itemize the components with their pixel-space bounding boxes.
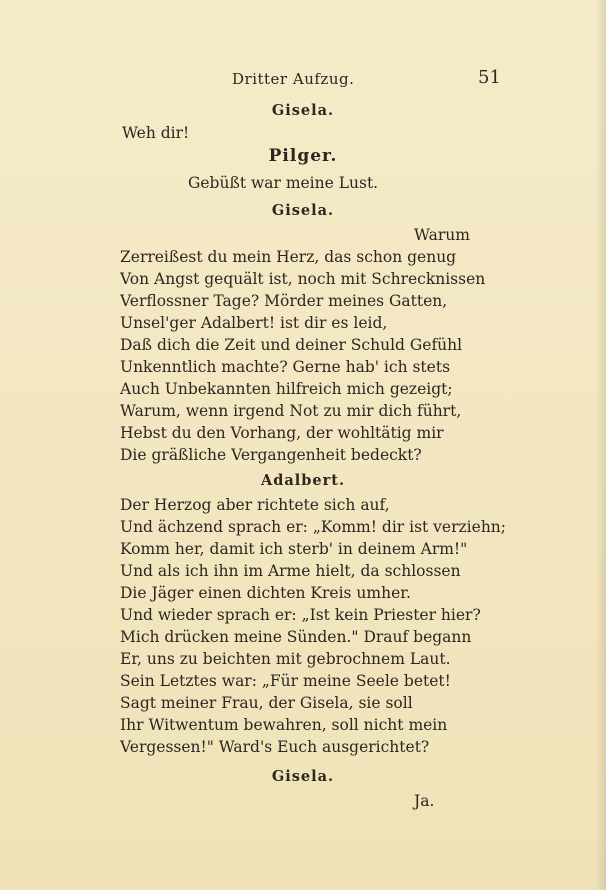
verse-line: Hebst du den Vorhang, der wohltätig mir (120, 424, 444, 442)
speaker-name: Pilger. (268, 146, 338, 166)
verse-line: Von Angst gequält ist, noch mit Schrecknissen (120, 270, 486, 288)
verse-line: Der Herzog aber richtete sich auf, (120, 496, 390, 514)
verse-line: Auch Unbekannten hilfreich mich gezeigt; (120, 380, 453, 398)
verse-line: Ihr Witwentum bewahren, soll nicht mein (120, 716, 448, 734)
page-edge-shadow (596, 0, 606, 890)
verse-line: Sein Letztes war: „Für meine Seele betet! (120, 672, 451, 690)
verse-line: Die gräßliche Vergangenheit bedeckt? (120, 446, 422, 464)
verse-line: Warum (414, 226, 470, 244)
verse-line: Unkenntlich machte? Gerne hab' ich stets (120, 358, 451, 376)
verse-line: Unsel'ger Adalbert! ist dir es leid, (120, 314, 388, 332)
verse-line: Daß dich die Zeit und deiner Schuld Gefühl (120, 336, 463, 354)
page-number: 51 (478, 67, 501, 88)
verse-line: Verflossner Tage? Mörder meines Gatten, (120, 292, 448, 310)
verse-line: Sagt meiner Frau, der Gisela, sie soll (120, 694, 413, 712)
running-head: Dritter Aufzug. (232, 70, 355, 88)
verse-line: Mich drücken meine Sünden." Drauf begann (120, 628, 472, 646)
page-header (0, 67, 606, 94)
verse-line: Und als ich ihn im Arme hielt, da schlossen (120, 562, 461, 580)
speaker-name: Adalbert. (260, 472, 346, 489)
speaker-name: Gisela. (271, 768, 335, 785)
verse-line: Ja. (414, 792, 435, 810)
verse-line: Die Jäger einen dichten Kreis umher. (120, 584, 411, 602)
verse-line: Weh dir! (122, 124, 190, 142)
verse-line: Vergessen!" Ward's Euch ausgerichtet? (120, 738, 430, 756)
verse-line: Und wieder sprach er: „Ist kein Priester hier? (120, 606, 481, 624)
verse-line: Und ächzend sprach er: „Komm! dir ist verziehn; (120, 518, 507, 536)
verse-line: Warum, wenn irgend Not zu mir dich führt, (120, 402, 462, 420)
speaker-name: Gisela. (271, 202, 335, 219)
verse-line: Gebüßt war meine Lust. (188, 174, 379, 192)
verse-line: Zerreißest du mein Herz, das schon genug (120, 248, 457, 266)
verse-line: Komm her, damit ich sterb' in deinem Arm!" (120, 540, 468, 558)
speaker-name: Gisela. (271, 102, 335, 119)
verse-line: Er, uns zu beichten mit gebrochnem Laut. (120, 650, 451, 668)
